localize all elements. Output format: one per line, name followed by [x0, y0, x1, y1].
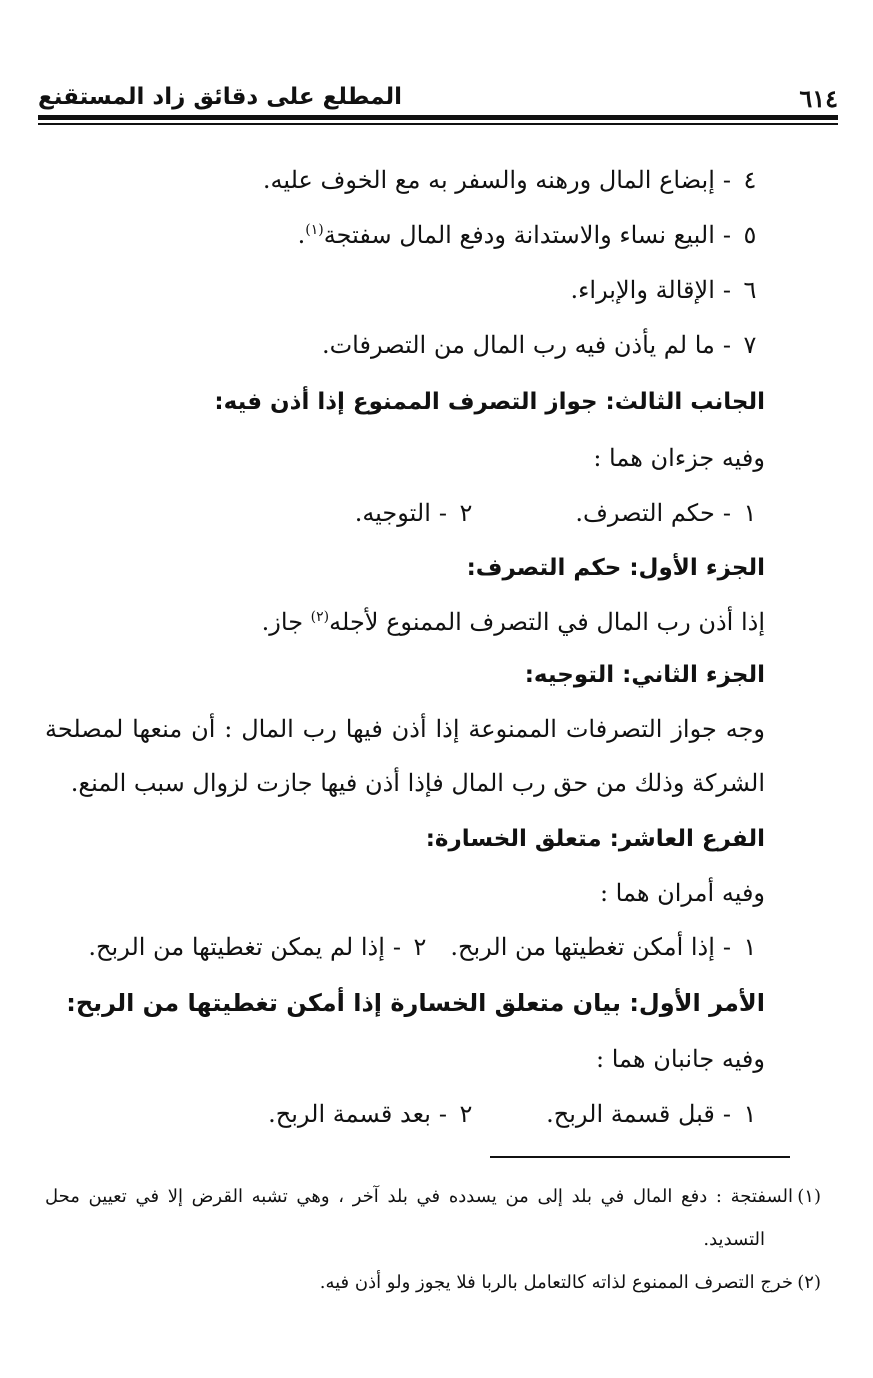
paragraph: وفيه جزءان هما : [593, 444, 765, 472]
paragraph: إذا أذن رب المال في التصرف الممنوع لأجله$^{(٢)}$ جاز. [261, 608, 765, 636]
footnote-mark: (٢) [797, 1272, 821, 1293]
footnote-separator [490, 1156, 790, 1158]
subsection-heading: الجزء الأول: حكم التصرف: [466, 555, 765, 581]
header-rule-thick [38, 115, 838, 120]
list-item: ٤-إبضاع المال ورهنه والسفر به مع الخوف عليه. [262, 166, 757, 194]
subsection-heading: الأمر الأول: بيان متعلق الخسارة إذا أمكن تغطيتها من الربح: [66, 989, 765, 1017]
list-item: ٢-بعد قسمة الربح. [268, 1100, 473, 1128]
footnote: السفتجة : دفع المال في بلد إلى من يسدده في بلد آخر ، وهي تشبه القرض إلا في تعيين محل [45, 1186, 793, 1207]
header-rule-thin [38, 123, 838, 125]
footnote-mark: (١) [797, 1186, 821, 1207]
footnote-ref: (٢) [310, 609, 330, 625]
paragraph: وفيه جانبان هما : [596, 1045, 765, 1073]
list-item: ٧-ما لم يأذن فيه رب المال من التصرفات. [321, 331, 757, 359]
footnote: خرج التصرف الممنوع لذاته كالتعامل بالربا فلا يجوز ولو أذن فيه. [319, 1272, 793, 1293]
paragraph-line: وجه جواز التصرفات الممنوعة إذا أذن فيها رب المال : أن منعها لمصلحة [45, 715, 765, 743]
list-item: ٥-البيع نساء والاستدانة ودفع المال سفتجة$^{(١)}$. [297, 221, 757, 249]
list-item: ٢-إذا لم يمكن تغطيتها من الربح. [88, 933, 427, 961]
list-item: ٦-الإقالة والإبراء. [570, 276, 757, 304]
book-title: المطلع على دقائق زاد المستقنع [38, 84, 403, 110]
subsection-heading: الجزء الثاني: التوجيه: [524, 662, 765, 688]
footnote-ref: (١) [305, 222, 324, 238]
footnote-continuation: التسديد. [703, 1229, 765, 1250]
page-header [38, 80, 838, 116]
list-item: ١-قبل قسمة الربح. [546, 1100, 757, 1128]
paragraph: وفيه أمران هما : [599, 879, 765, 907]
page-number: ٦١٤ [799, 84, 838, 113]
section-heading: الفرع العاشر: متعلق الخسارة: [425, 826, 765, 852]
section-heading: الجانب الثالث: جواز التصرف الممنوع إذا أذن فيه: [214, 389, 765, 415]
list-item: ٢-التوجيه. [354, 499, 473, 527]
paragraph-line: الشركة وذلك من حق رب المال فإذا أذن فيها جازت لزوال سبب المنع. [70, 769, 765, 797]
list-item: ١-حكم التصرف. [575, 499, 757, 527]
list-item: ١-إذا أمكن تغطيتها من الربح. [450, 933, 757, 961]
